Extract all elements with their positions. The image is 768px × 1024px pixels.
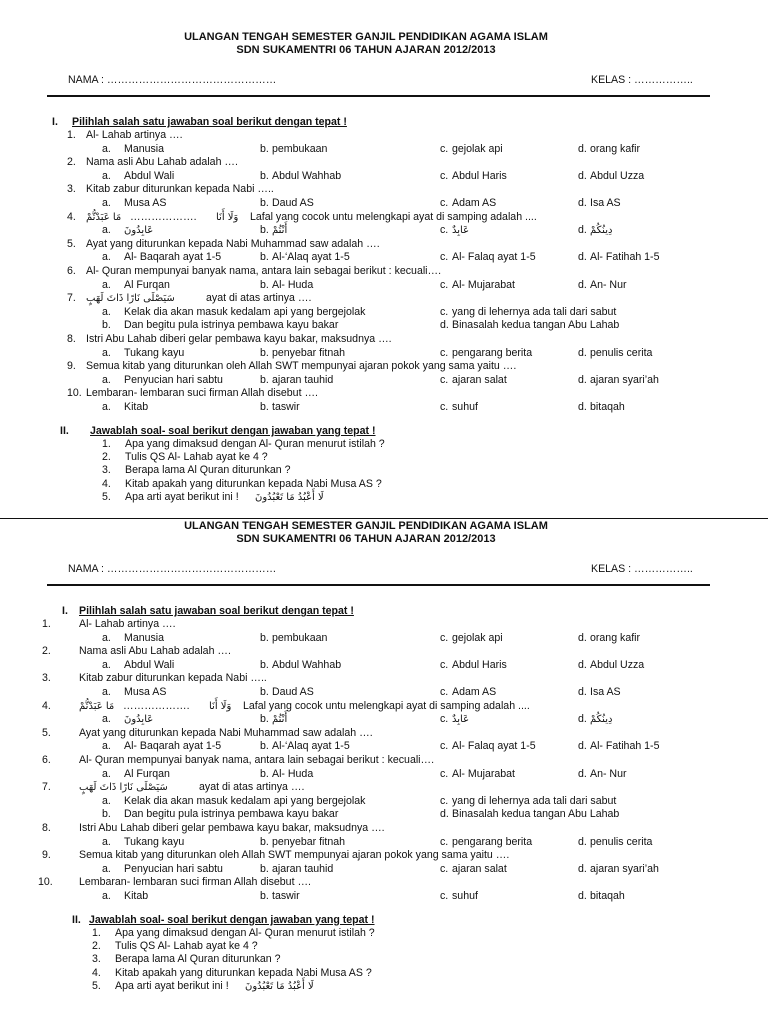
- copy1-question-text: Lafal yang cocok untu melengkapi ayat di samping adalah ....: [250, 210, 537, 223]
- copy2-essay-arabic: لَا أَعْبُدُ مَا تَعْبُدُونَ: [245, 980, 314, 992]
- copy1-option-text: Musa AS: [124, 197, 167, 209]
- copy2-option-text: orang kafir: [590, 631, 641, 644]
- copy2-option-letter: d.: [578, 862, 587, 875]
- copy1-essay-text: Tulis QS Al- Lahab ayat ke 4 ?: [125, 451, 268, 464]
- copy2-question-number: 2.: [42, 645, 51, 658]
- copy1-option-text: Al Furqan: [124, 278, 170, 291]
- copy2-option-letter: c.: [440, 631, 449, 644]
- copy2-question-number: 6.: [42, 754, 51, 766]
- copy1-option-text: دِينُكُمْ: [590, 225, 613, 237]
- copy2-option-text: أَنْتُمْ: [272, 714, 288, 726]
- copy2-question-text: Lembaran- lembaran suci firman Allah disebut ….: [79, 876, 311, 889]
- copy1-option-letter: d.: [578, 197, 587, 209]
- copy2-option-text: penulis cerita: [590, 835, 653, 848]
- copy2-section1-heading: Pilihlah salah satu jawaban soal berikut dengan tepat !: [79, 605, 354, 617]
- copy2-question-text: Al- Lahab artinya ….: [79, 618, 176, 630]
- copy1-question-text: Istri Abu Lahab diberi gelar pembawa kayu bakar, maksudnya ….: [86, 333, 392, 345]
- copy2-option-text: Abdul Wahhab: [272, 658, 342, 671]
- copy1-option-text: Daud AS: [272, 197, 314, 209]
- copy2-option-letter: b.: [260, 862, 269, 875]
- copy1-option-text: Al- Fatihah 1-5: [590, 251, 660, 264]
- copy1-option-text: ajaran salat: [452, 373, 507, 386]
- copy2-option-letter: a.: [102, 794, 111, 807]
- copy1-option-letter: a.: [102, 224, 111, 237]
- copy1-question-number: 8.: [67, 333, 76, 345]
- copy2-question-text: Lafal yang cocok untu melengkapi ayat di samping adalah ....: [243, 699, 530, 712]
- copy1-option-text: Al- Baqarah ayat 1-5: [124, 251, 222, 264]
- copy1-option-text: Al- Huda: [272, 278, 314, 291]
- copy2-question-number: 10.: [38, 876, 53, 889]
- copy2-option-text: gejolak api: [452, 631, 503, 644]
- copy1-option-text: Al-‘Alaq ayat 1-5: [272, 251, 350, 264]
- copy2-option-letter: d.: [440, 808, 449, 821]
- copy2-option-text: Abdul Haris: [452, 658, 507, 671]
- copy2-question-number: 1.: [42, 618, 51, 630]
- copy2-option-text: Al-‘Alaq ayat 1-5: [272, 740, 350, 753]
- copy1-option-letter: d.: [578, 142, 587, 155]
- copy1-option-text: Abdul Uzza: [590, 169, 645, 182]
- copy1-question-text: Lembaran- lembaran suci firman Allah disebut ….: [86, 387, 318, 400]
- copy2-question-blank: ……………….: [123, 699, 190, 712]
- copy2-option-text: penyebar fitnah: [272, 835, 346, 848]
- copy1-title-line1: ULANGAN TENGAH SEMESTER GANJIL PENDIDIKAN AGAMA ISLAM: [184, 31, 548, 43]
- copy2-option-text: Abdul Wali: [124, 658, 175, 671]
- copy1-option-letter: b.: [260, 224, 269, 237]
- copy1-option-letter: d.: [440, 319, 449, 332]
- copy2-option-letter: d.: [578, 686, 587, 698]
- copy1-option-letter: c.: [440, 251, 449, 264]
- copy2-option-letter: d.: [578, 835, 587, 848]
- copy2-question-text: Istri Abu Lahab diberi gelar pembawa kayu bakar, maksudnya ….: [79, 822, 385, 834]
- copy2-option-text: Al- Fatihah 1-5: [590, 740, 660, 753]
- copy1-essay-number: 4.: [102, 477, 111, 490]
- copy1-option-text: أَنْتُمْ: [272, 225, 288, 237]
- copy1-essay-text: Apa arti ayat berikut ini !: [125, 490, 239, 503]
- copy2-option-text: Musa AS: [124, 686, 167, 698]
- copy1-question-number: 2.: [67, 156, 76, 169]
- copy1-option-letter: b.: [260, 346, 269, 359]
- copy2-title-line1: ULANGAN TENGAH SEMESTER GANJIL PENDIDIKAN AGAMA ISLAM: [184, 520, 548, 532]
- copy1-option-text: gejolak api: [452, 142, 503, 155]
- copy2-option-text: عَابِدُونَ: [124, 714, 154, 726]
- copy2-option-text: Kitab: [124, 890, 149, 902]
- copy1-section2-number: II.: [60, 424, 69, 437]
- copy2-question-text: Nama asli Abu Lahab adalah ….: [79, 645, 231, 658]
- copy1-question-number: 10.: [67, 387, 82, 400]
- copy1-essay-number: 5.: [102, 490, 111, 503]
- copy1-essay-text: Berapa lama Al Quran diturunkan ?: [125, 464, 291, 477]
- copy2-option-text: Isa AS: [590, 686, 621, 698]
- copy1-option-letter: a.: [102, 401, 111, 413]
- copy2-option-text: Al- Mujarabat: [452, 767, 515, 780]
- copy1-kelas-field: KELAS : ……………..: [591, 74, 693, 86]
- copy1-option-letter: d.: [578, 224, 587, 237]
- copy1-option-text: Tukang kayu: [124, 346, 185, 359]
- copy1-option-letter: a.: [102, 305, 111, 318]
- copy1-question-text: Nama asli Abu Lahab adalah ….: [86, 156, 238, 169]
- copy1-question-number: 6.: [67, 265, 76, 277]
- copy1-option-text: Isa AS: [590, 197, 621, 209]
- copy1-option-letter: a.: [102, 169, 111, 182]
- copy1-option-letter: a.: [102, 346, 111, 359]
- copy1-option-text: Adam AS: [452, 197, 497, 209]
- copy1-question-number: 9.: [67, 360, 76, 373]
- copy2-option-letter: d.: [578, 658, 587, 671]
- copy2-option-text: suhuf: [452, 890, 478, 902]
- copy2-title-line2: SDN SUKAMENTRI 06 TAHUN AJARAN 2012/2013: [236, 533, 496, 545]
- copy1-option-letter: a.: [102, 142, 111, 155]
- copy2-question-number: 5.: [42, 726, 51, 739]
- copy1-option-letter: b.: [102, 319, 111, 332]
- copy2-nama-field: NAMA : …………………………………………: [68, 563, 277, 575]
- copy1-option-text: pembukaan: [272, 142, 328, 155]
- copy1-option-text: Penyucian hari sabtu: [124, 373, 223, 386]
- copy1-option-letter: d.: [578, 401, 587, 413]
- copy2-question-number: 8.: [42, 822, 51, 834]
- copy1-essay-number: 1.: [102, 438, 111, 450]
- copy2-option-letter: a.: [102, 862, 111, 875]
- copy2-option-letter: d.: [578, 713, 587, 726]
- copy1-essay-text: Apa yang dimaksud dengan Al- Quran menurut istilah ?: [125, 438, 385, 450]
- copy1-option-letter: c.: [440, 169, 449, 182]
- copy1-question-text: ayat di atas artinya ….: [206, 292, 312, 305]
- copy2-kelas-field: KELAS : ……………..: [591, 563, 693, 575]
- copy1-question-text: Al- Quran mempunyai banyak nama, antara lain sebagai berikut : kecuali….: [86, 265, 442, 277]
- copy1-option-letter: d.: [578, 373, 587, 386]
- copy1-option-letter: b.: [260, 373, 269, 386]
- copy2-option-text: ajaran salat: [452, 862, 507, 875]
- copy2-essay-number: 5.: [92, 979, 101, 992]
- copy2-option-letter: d.: [578, 740, 587, 753]
- copy1-option-letter: b.: [260, 401, 269, 413]
- copy1-question-number: 5.: [67, 237, 76, 250]
- copy2-question-number: 7.: [42, 781, 51, 794]
- copy1-option-letter: c.: [440, 373, 449, 386]
- copy2-question-arabic-mid: وَلَا أَنَا: [209, 700, 232, 712]
- copy1-option-text: orang kafir: [590, 142, 641, 155]
- copy2-essay-text: Apa yang dimaksud dengan Al- Quran menurut istilah ?: [115, 927, 375, 939]
- copy2-option-text: Tukang kayu: [124, 835, 185, 848]
- copy2-option-text: Penyucian hari sabtu: [124, 862, 223, 875]
- copy2-section2-number: II.: [72, 913, 81, 926]
- copy1-option-letter: c.: [440, 346, 449, 359]
- copy1-nama-field: NAMA : …………………………………………: [68, 74, 277, 86]
- copy2-option-letter: c.: [440, 794, 449, 807]
- copy2-option-text: ajaran syari’ah: [590, 862, 659, 875]
- copy2-option-letter: b.: [260, 890, 269, 902]
- copy1-option-letter: b.: [260, 251, 269, 264]
- copy2-option-letter: b.: [260, 835, 269, 848]
- copy1-option-text: عَابِدُونَ: [124, 225, 154, 237]
- copy1-option-letter: c.: [440, 401, 449, 413]
- copy2-option-letter: c.: [440, 740, 449, 753]
- copy2-option-text: Al- Falaq ayat 1-5: [452, 740, 536, 753]
- copy2-option-text: pengarang berita: [452, 835, 533, 848]
- copy1-option-text: Abdul Wahhab: [272, 169, 342, 182]
- copy1-question-number: 7.: [67, 292, 76, 305]
- copy1-option-letter: a.: [102, 197, 111, 209]
- copy1-option-text: Al- Falaq ayat 1-5: [452, 251, 536, 264]
- copy2-essay-text: Apa arti ayat berikut ini !: [115, 979, 229, 992]
- copy1-option-letter: b.: [260, 278, 269, 291]
- copy1-option-text: taswir: [272, 401, 300, 413]
- copy1-option-text: An- Nur: [590, 278, 627, 291]
- copy2-option-letter: c.: [440, 862, 449, 875]
- copy2-essay-number: 3.: [92, 953, 101, 966]
- copy2-question-text: ayat di atas artinya ….: [199, 781, 305, 794]
- copy2-option-text: دِينُكُمْ: [590, 714, 613, 726]
- copy1-essay-number: 2.: [102, 451, 111, 464]
- copy2-question-number: 4.: [42, 699, 51, 712]
- copy1-essay-number: 3.: [102, 464, 111, 477]
- copy2-option-text: An- Nur: [590, 767, 627, 780]
- copy1-option-letter: b.: [260, 197, 269, 209]
- copy2-essay-number: 4.: [92, 966, 101, 979]
- copy2-option-letter: b.: [260, 631, 269, 644]
- copy1-question-arabic: سَيَصْلَى نَارًا ذَاتَ لَهَبٍ: [86, 293, 175, 305]
- copy1-option-text: ajaran tauhid: [272, 373, 334, 386]
- copy2-option-letter: d.: [578, 631, 587, 644]
- copy1-option-text: Abdul Wali: [124, 169, 175, 182]
- copy2-question-text: Semua kitab yang diturunkan oleh Allah SWT mempunyai ajaran pokok yang sama yaitu ….: [79, 849, 510, 862]
- copy2-option-letter: b.: [260, 740, 269, 753]
- copy1-option-letter: a.: [102, 251, 111, 264]
- copy2-option-letter: c.: [440, 713, 449, 726]
- copy2-option-text: ajaran tauhid: [272, 862, 334, 875]
- copy1-question-text: Semua kitab yang diturunkan oleh Allah SWT mempunyai ajaran pokok yang sama yaitu ….: [86, 360, 517, 373]
- copy1-question-arabic: مَا عَبَدْتُّمْ: [86, 211, 122, 223]
- copy2-option-letter: b.: [260, 686, 269, 698]
- copy2-option-letter: c.: [440, 890, 449, 902]
- copy1-question-number: 3.: [67, 183, 76, 196]
- copy2-essay-text: Berapa lama Al Quran diturunkan ?: [115, 953, 281, 966]
- copy1-option-text: penyebar fitnah: [272, 346, 346, 359]
- copy2-option-letter: a.: [102, 686, 111, 698]
- copy2-option-letter: c.: [440, 835, 449, 848]
- copy2-option-letter: b.: [260, 713, 269, 726]
- copy1-option-text: Kelak dia akan masuk kedalam api yang bergejolak: [124, 305, 366, 318]
- copy2-essay-text: Tulis QS Al- Lahab ayat ke 4 ?: [115, 940, 258, 953]
- copy2-option-text: Dan begitu pula istrinya pembawa kayu bakar: [124, 808, 339, 821]
- copy2-option-letter: a.: [102, 658, 111, 671]
- copy2-option-letter: c.: [440, 767, 449, 780]
- copy2-option-letter: b.: [260, 767, 269, 780]
- copy2-option-letter: d.: [578, 767, 587, 780]
- copy2-section1-number: I.: [62, 605, 68, 617]
- copy2-option-letter: b.: [260, 658, 269, 671]
- copy1-option-letter: c.: [440, 278, 449, 291]
- copy2-section2-heading: Jawablah soal- soal berikut dengan jawaban yang tepat !: [89, 913, 375, 926]
- copy2-option-letter: a.: [102, 740, 111, 753]
- copy2-question-number: 9.: [42, 849, 51, 862]
- copy1-question-text: Kitab zabur diturunkan kepada Nabi …..: [86, 183, 274, 196]
- copy2-option-letter: d.: [578, 890, 587, 902]
- copy1-question-text: Al- Lahab artinya ….: [86, 129, 183, 141]
- copy2-option-letter: a.: [102, 713, 111, 726]
- copy2-option-text: Adam AS: [452, 686, 497, 698]
- copy2-option-text: taswir: [272, 890, 300, 902]
- copy2-option-text: pembukaan: [272, 631, 328, 644]
- copy2-option-letter: c.: [440, 686, 449, 698]
- copy1-question-text: Ayat yang diturunkan kepada Nabi Muhammad saw adalah ….: [86, 237, 380, 250]
- copy1-option-letter: c.: [440, 305, 449, 318]
- copy1-option-text: عَابِدٌ: [452, 225, 470, 237]
- copy2-header-divider: [47, 584, 710, 586]
- copy1-option-letter: a.: [102, 278, 111, 291]
- copy1-option-letter: c.: [440, 142, 449, 155]
- copy1-option-text: yang di lehernya ada tali dari sabut: [452, 305, 617, 318]
- copy1-option-letter: d.: [578, 346, 587, 359]
- copy1-section2-heading: Jawablah soal- soal berikut dengan jawaban yang tepat !: [90, 424, 376, 437]
- copy1-option-letter: c.: [440, 197, 449, 209]
- copy1-option-text: Abdul Haris: [452, 169, 507, 182]
- copy2-essay-text: Kitab apakah yang diturunkan kepada Nabi Musa AS ?: [115, 966, 372, 979]
- copy2-question-text: Kitab zabur diturunkan kepada Nabi …..: [79, 672, 267, 685]
- copy1-header-divider: [47, 95, 710, 97]
- copy1-option-text: Al- Mujarabat: [452, 278, 515, 291]
- copy1-section1-heading: Pilihlah salah satu jawaban soal berikut dengan tepat !: [72, 116, 347, 128]
- copy2-option-text: Kelak dia akan masuk kedalam api yang bergejolak: [124, 794, 366, 807]
- copy1-option-letter: b.: [260, 142, 269, 155]
- copy1-title-line2: SDN SUKAMENTRI 06 TAHUN AJARAN 2012/2013: [236, 44, 496, 56]
- copy2-question-arabic: مَا عَبَدْتُّمْ: [79, 700, 115, 712]
- copy1-option-text: Dan begitu pula istrinya pembawa kayu bakar: [124, 319, 339, 332]
- copy2-option-text: Al- Huda: [272, 767, 314, 780]
- copy1-option-text: Manusia: [124, 142, 165, 155]
- copy1-option-text: Kitab: [124, 401, 149, 413]
- copy2-question-arabic: سَيَصْلَى نَارًا ذَاتَ لَهَبٍ: [79, 782, 168, 794]
- copy2-option-text: Al Furqan: [124, 767, 170, 780]
- copy1-option-letter: b.: [260, 169, 269, 182]
- copy1-option-letter: d.: [578, 278, 587, 291]
- copy-separator: [0, 518, 768, 519]
- copy1-option-letter: a.: [102, 373, 111, 386]
- copy2-option-text: Al- Baqarah ayat 1-5: [124, 740, 222, 753]
- copy1-question-blank: ……………….: [130, 210, 197, 223]
- copy1-section1-number: I.: [52, 116, 58, 128]
- copy2-question-number: 3.: [42, 672, 51, 685]
- copy1-essay-arabic: لَا أَعْبُدُ مَا تَعْبُدُونَ: [255, 491, 324, 503]
- copy2-essay-number: 1.: [92, 927, 101, 939]
- copy1-option-text: bitaqah: [590, 401, 625, 413]
- copy1-option-text: suhuf: [452, 401, 478, 413]
- copy2-option-letter: a.: [102, 631, 111, 644]
- copy1-essay-text: Kitab apakah yang diturunkan kepada Nabi Musa AS ?: [125, 477, 382, 490]
- copy2-essay-number: 2.: [92, 940, 101, 953]
- copy1-option-text: pengarang berita: [452, 346, 533, 359]
- copy1-option-text: ajaran syari’ah: [590, 373, 659, 386]
- copy2-option-text: bitaqah: [590, 890, 625, 902]
- copy1-question-arabic-mid: وَلَا أَنَا: [216, 211, 239, 223]
- copy1-option-letter: c.: [440, 224, 449, 237]
- copy2-option-letter: b.: [102, 808, 111, 821]
- copy1-option-letter: d.: [578, 169, 587, 182]
- copy2-question-text: Ayat yang diturunkan kepada Nabi Muhammad saw adalah ….: [79, 726, 373, 739]
- copy2-option-text: عَابِدٌ: [452, 714, 470, 726]
- copy1-question-number: 1.: [67, 129, 76, 141]
- copy2-option-text: Abdul Uzza: [590, 658, 645, 671]
- copy2-option-text: Daud AS: [272, 686, 314, 698]
- copy2-option-text: Binasalah kedua tangan Abu Lahab: [452, 808, 620, 821]
- copy1-option-letter: d.: [578, 251, 587, 264]
- copy1-option-text: Binasalah kedua tangan Abu Lahab: [452, 319, 620, 332]
- copy2-option-letter: c.: [440, 658, 449, 671]
- copy2-question-text: Al- Quran mempunyai banyak nama, antara lain sebagai berikut : kecuali….: [79, 754, 435, 766]
- copy2-option-letter: a.: [102, 890, 111, 902]
- copy2-option-text: yang di lehernya ada tali dari sabut: [452, 794, 617, 807]
- copy1-option-text: penulis cerita: [590, 346, 653, 359]
- copy2-option-letter: a.: [102, 767, 111, 780]
- copy2-option-text: Manusia: [124, 631, 165, 644]
- copy2-option-letter: a.: [102, 835, 111, 848]
- copy1-question-number: 4.: [67, 210, 76, 223]
